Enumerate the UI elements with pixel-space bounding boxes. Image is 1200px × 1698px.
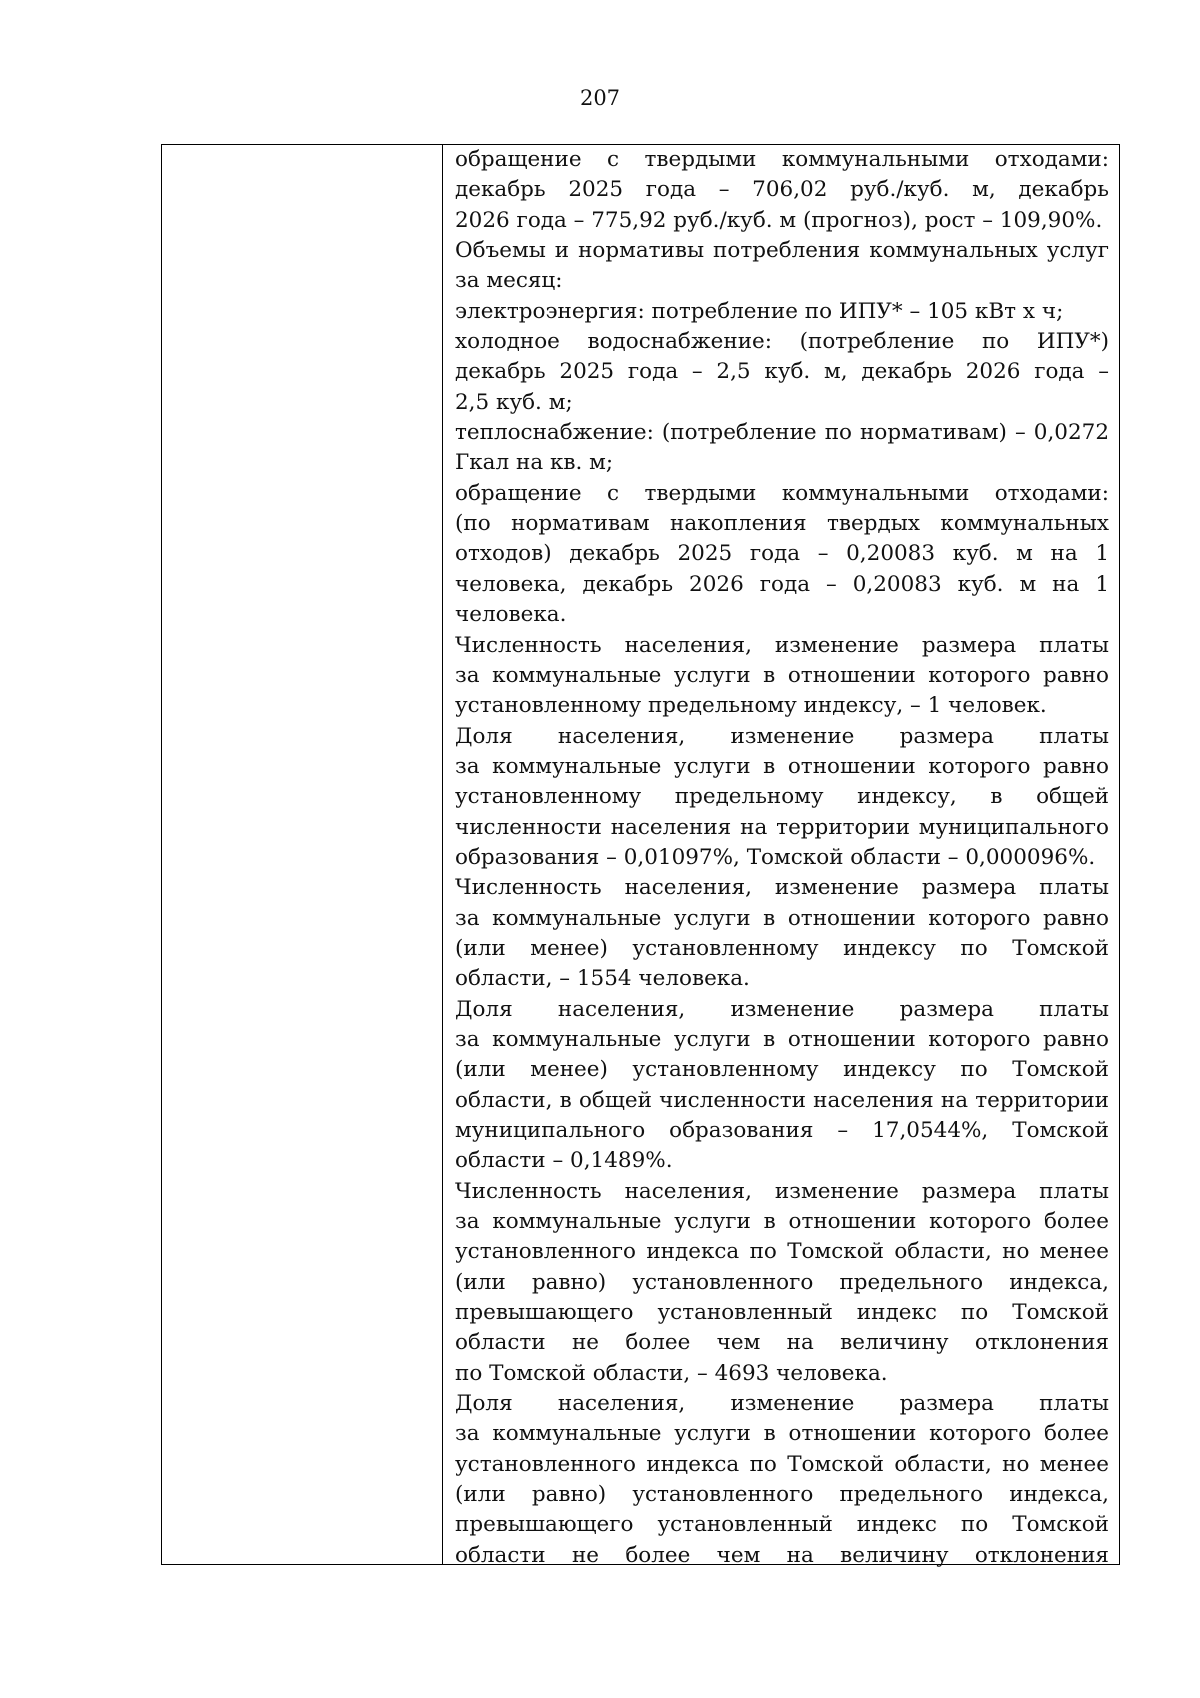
text-line: области, – 1554 человека. [455,966,750,992]
table-text-column [443,145,1119,1568]
text-line: отходов) декабрь 2025 года – 0,20083 куб. м на 1 [455,541,1109,567]
text-line: Доля населения, изменение размера платы [455,723,1109,749]
text-line: (по нормативам накопления твердых коммунальных [455,511,1109,537]
text-line: области не более чем на величину отклонения [455,1542,1109,1568]
table-left-column [162,145,443,1564]
text-line: человека, декабрь 2026 года – 0,20083 куб. м на 1 [455,571,1109,597]
text-line: (или менее) установленному индексу по Томской [455,935,1109,961]
text-line: Объемы и нормативы потребления коммунальных услуг [455,238,1109,264]
text-line: установленного индекса по Томской области, но менее [455,1451,1109,1477]
text-line: области – 0,1489%. [455,1148,673,1174]
text-line: 2026 года – 775,92 руб./куб. м (прогноз), рост – 109,90%. [455,207,1103,233]
document-table [161,144,1120,1568]
text-line: обращение с твердыми коммунальными отходами: [455,480,1109,506]
text-line: превышающего установленный индекс по Томской [455,1512,1109,1538]
text-line: за коммунальные услуги в отношении которого равно [455,662,1109,688]
text-line: численности населения на территории муниципального [455,814,1109,840]
text-line: обращение с твердыми коммунальными отходами: [455,147,1109,172]
text-line: установленному предельному индексу, в общей [455,784,1109,810]
text-line: (или равно) установленного предельного индекса, [455,1482,1109,1508]
text-line: декабрь 2025 года – 2,5 куб. м, декабрь 2026 года – [455,359,1109,385]
text-line: Численность населения, изменение размера платы [455,1178,1109,1204]
text-line: по Томской области, – 4693 человека. [455,1360,888,1386]
text-line: превышающего установленный индекс по Томской [455,1300,1109,1326]
text-line: за коммунальные услуги в отношении которого равно [455,1026,1109,1052]
text-line: 2,5 куб. м; [455,389,573,415]
text-line: Гкал на кв. м; [455,450,614,476]
text-line: (или равно) установленного предельного индекса, [455,1269,1109,1295]
text-line: электроэнергия: потребление по ИПУ* – 105 кВт х ч; [455,298,1064,324]
text-line: области, в общей численности населения на территории [455,1087,1109,1113]
text-line: за коммунальные услуги в отношении которого более [455,1209,1109,1235]
text-line: Доля населения, изменение размера платы [455,1391,1109,1417]
text-line: (или менее) установленному индексу по Томской [455,1057,1109,1083]
text-line: образования – 0,01097%, Томской области – 0,000096%. [455,844,1096,870]
text-line: Доля населения, изменение размера платы [455,996,1109,1022]
text-line: Численность населения, изменение размера платы [455,632,1109,658]
text-line: муниципального образования – 17,0544%, Томской [455,1118,1109,1143]
page-number: 207 [579,86,621,110]
text-line: холодное водоснабжение: (потребление по ИПУ*) [455,329,1109,355]
text-line: декабрь 2025 года – 706,02 руб./куб. м, декабрь [455,177,1109,203]
text-line: теплоснабжение: (потребление по нормативам) – 0,0272 [455,420,1109,446]
text-line: Численность населения, изменение размера платы [455,875,1109,901]
text-line: за коммунальные услуги в отношении которого равно [455,905,1109,931]
text-line: за коммунальные услуги в отношении которого равно [455,753,1109,779]
text-line: установленного индекса по Томской области, но менее [455,1239,1109,1265]
text-line: за коммунальные услуги в отношении которого более [455,1421,1109,1447]
text-line: человека. [455,602,567,628]
text-line: за месяц: [455,268,563,294]
text-line: установленному предельному индексу, – 1 человек. [455,693,1047,719]
text-line: области не более чем на величину отклонения [455,1330,1109,1356]
